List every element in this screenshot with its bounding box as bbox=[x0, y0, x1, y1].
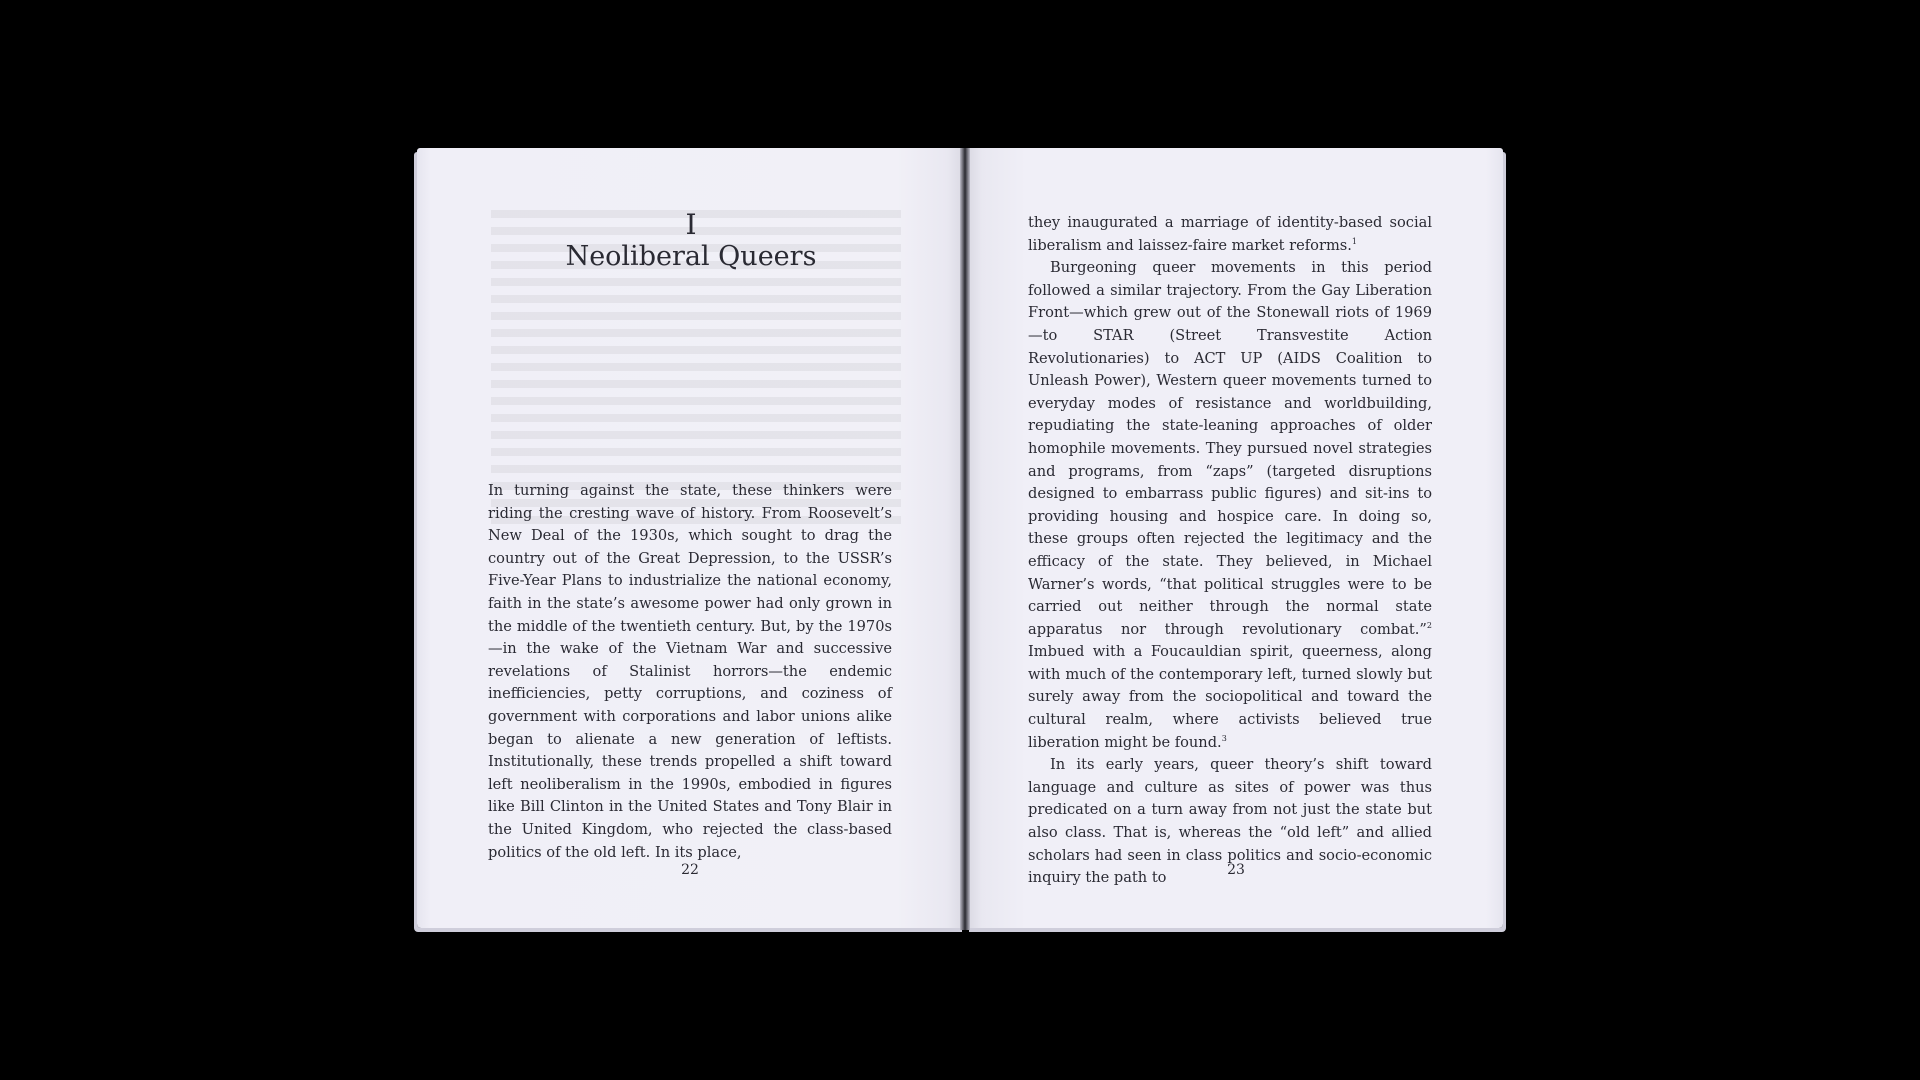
left-page bbox=[417, 148, 965, 928]
right-paragraph-2b-text: Imbued with a Foucauldian spirit, queerness, along with much of the contemporary left, turned slowly but surely away from the sociopolitical and toward the cultural realm, where activists believed true liberation might be found. bbox=[1028, 643, 1432, 751]
footnote-ref-3: 3 bbox=[1221, 733, 1227, 743]
book-gutter bbox=[960, 148, 970, 930]
right-body-text bbox=[1028, 212, 1432, 890]
right-page bbox=[966, 148, 1503, 928]
chapter-number: I bbox=[685, 208, 697, 241]
left-body-text bbox=[488, 480, 892, 864]
right-paragraph-1-text: they inaugurated a marriage of identity-based social liberalism and laissez-faire market reforms. bbox=[1028, 214, 1432, 254]
page-number-right: 23 bbox=[1227, 862, 1245, 878]
footnote-ref-2: 2 bbox=[1426, 620, 1432, 630]
page-number-left: 22 bbox=[681, 862, 699, 878]
right-paragraph-1 bbox=[1028, 212, 1432, 257]
right-paragraph-2a-text: Burgeoning queer movements in this period followed a similar trajectory. From the Gay Liberation Front—which grew out of the Stonewall riots of 1969—to STAR (Street Transvestite Action Revolutionaries) to ACT UP (AIDS Coalition to Unleash Power), Western queer movements turned to everyday modes of resistance and worldbuilding, repudiating the state-leaning approaches of older homophile movements. They pursued novel strategies and programs, from “zaps” (targeted disruptions designed to embarrass public figures) and sit-ins to providing housing and hospice care. In doing so, these groups often rejected the legitimacy and the efficacy of the state. They believed, in Michael Warner’s words, “that political struggles were to be carried out neither through the normal state apparatus nor through revolutionary combat.” bbox=[1028, 259, 1432, 638]
chapter-title: Neoliberal Queers bbox=[565, 241, 817, 272]
right-paragraph-3: In its early years, queer theory’s shift toward language and culture as sites of power was thus predicated on a turn away from not just the state but also class. That is, whereas the “old left” and allied scholars had seen in class politics and socio-economic inquiry the path to bbox=[1028, 756, 1432, 887]
left-paragraph: In turning against the state, these thinkers were riding the cresting wave of history. From Roosevelt’s New Deal of the 1930s, which sought to drag the country out of the Great Depression, to the USSR’s Five-Year Plans to industrialize the national economy, faith in the state’s awesome power had only grown in the middle of the twentieth century. But, by the 1970s—in the wake of the Vietnam War and successive revelations of Stalinist horrors—the endemic inefficiencies, petty corruptions, and coziness of government with corporations and labor unions alike began to alienate a new generation of leftists. Institutionally, these trends propelled a shift toward left neoliberalism in the 1990s, embodied in figures like Bill Clinton in the United States and Tony Blair in the United Kingdom, who rejected the class-based politics of the old left. In its place, bbox=[488, 482, 892, 861]
footnote-ref-1: 1 bbox=[1351, 236, 1357, 246]
open-book bbox=[417, 148, 1503, 932]
right-paragraph-2 bbox=[1028, 257, 1432, 754]
chapter-heading bbox=[417, 210, 965, 274]
